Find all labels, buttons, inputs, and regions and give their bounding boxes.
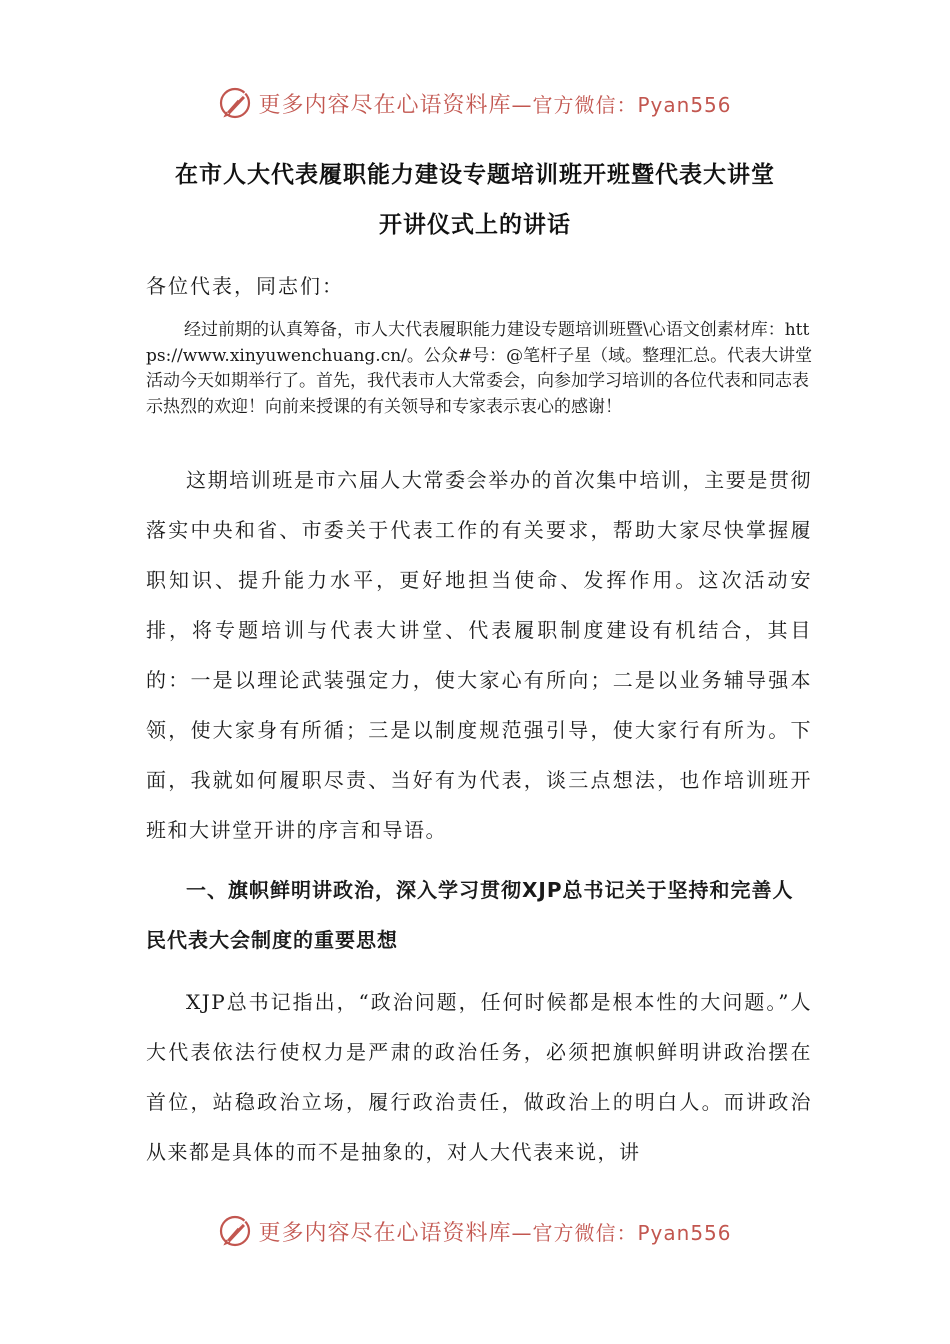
banner-main-text: 更多内容尽在心语资料库 (258, 92, 512, 118)
paragraph-intro: 经过前期的认真筹备，市人大代表履职能力建设专题培训班暨\心语文创素材库：https://www.xinyuwenchuang.cn/。公众#号：@笔杆子星（域。整理汇总。代表大讲堂活动今天如期举行了。首先，我代表市人大常委会，向参加学习培训的各位代表和同志表示热烈的欢迎！向前来授课的有关领导和专家表示衷心的感谢！ (146, 320, 813, 417)
banner-main-text: 更多内容尽在心语资料库 (258, 1220, 512, 1246)
top-watermark-banner (0, 81, 950, 125)
quill-pen-logo-icon (218, 1214, 252, 1248)
banner-sub-text: —官方微信：Pyan556 (511, 92, 732, 117)
bottom-watermark-banner (0, 1209, 950, 1253)
paragraph-training-purpose: 这期培训班是市六届人大常委会举办的首次集中培训，主要是贯彻落实中央和省、市委关于代表工作的有关要求，帮助大家尽快掌握履职知识、提升能力水平，更好地担当使命、发挥作用。这次活动安排，将专题培训与代表大讲堂、代表履职制度建设有机结合，其目的：一是以理论武装强定力，使大家心有所向；二是以业务辅导强本领，使大家身有所循；三是以制度规范强引导，使大家行有所为。下面，我就如何履职尽责、当好有为代表，谈三点想法，也作培训班开班和大讲堂开讲的序言和导语。 (146, 468, 812, 842)
document-title-line-1: 在市人大代表履职能力建设专题培训班开班暨代表大讲堂 (175, 162, 775, 188)
salutation: 各位代表，同志们： (146, 274, 344, 298)
quill-pen-logo-icon (218, 86, 252, 120)
section-heading-1: 一、旗帜鲜明讲政治，深入学习贯彻XJP总书记关于坚持和完善人民代表大会制度的重要思想 (146, 878, 794, 952)
paragraph-politics: XJP总书记指出，“政治问题，任何时候都是根本性的大问题。”人大代表依法行使权力是严肃的政治任务，必须把旗帜鲜明讲政治摆在首位，站稳政治立场，履行政治责任，做政治上的明白人。而讲政治从来都是具体的而不是抽象的，对人大代表来说，讲 (146, 990, 812, 1164)
banner-sub-text: —官方微信：Pyan556 (511, 1220, 732, 1245)
document-title-line-2: 开讲仪式上的讲话 (379, 212, 571, 238)
